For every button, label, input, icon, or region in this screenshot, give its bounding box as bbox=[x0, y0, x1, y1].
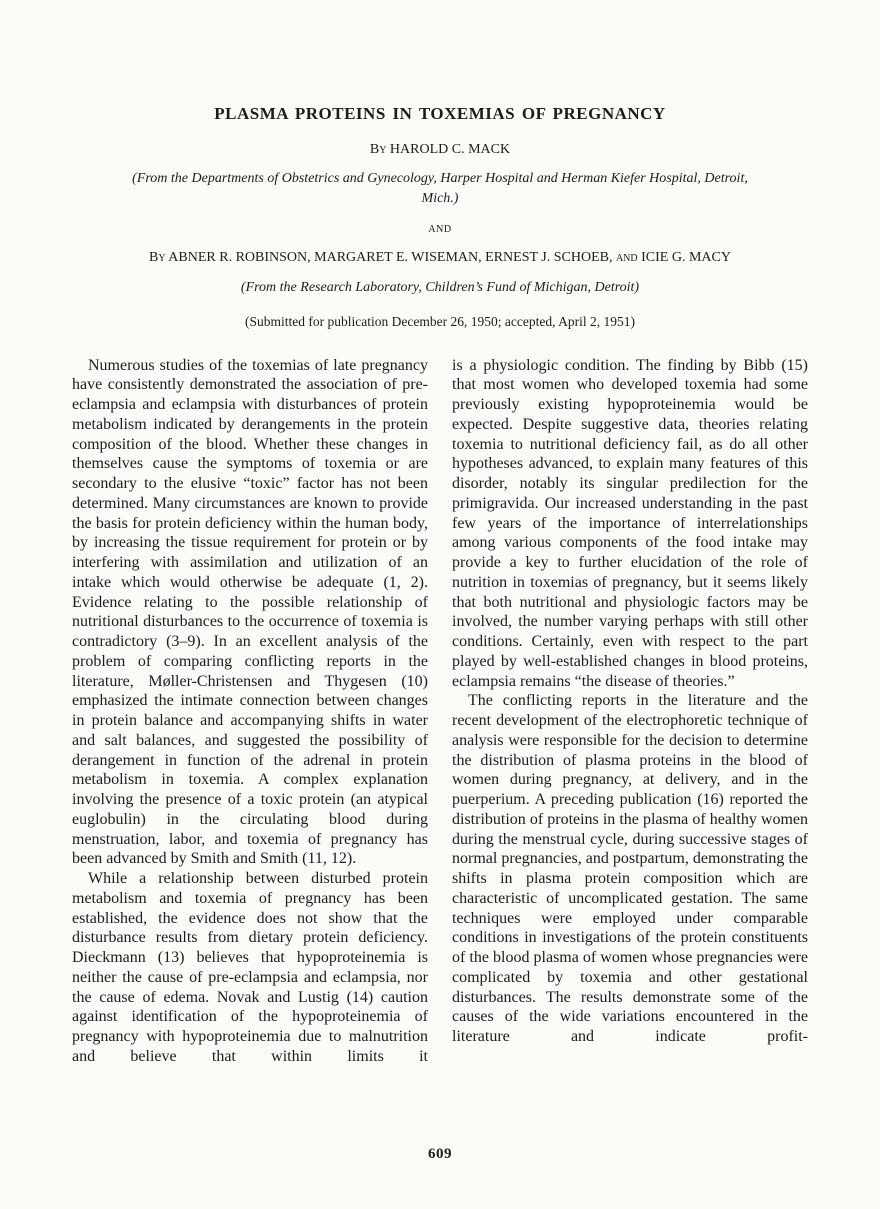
left-column bbox=[72, 356, 428, 1148]
paragraph-relationship: While a relationship between disturbed protein metabolism and toxemia of pregnancy has been established, the evidence does not show that the disturbance results from dietary protein deficiency. Dieckmann (13) believes that hypoproteinemia is neither the cause of pre-eclampsia and eclampsia, nor the cause of edema. Novak and Lustig (14) caution against identification of the hypoproteinemia of pregnancy with hypoproteinemia due to malnutrition and believe that within limits it bbox=[72, 870, 428, 1065]
and-separator: AND bbox=[428, 224, 452, 236]
byline-primary: By HAROLD C. MACK bbox=[369, 142, 511, 157]
paragraph-conflicting-reports: The conflicting reports in the literature and the recent development of the electrophoretic technique of analysis were responsible for the decision to determine the distribution of plasma proteins in the blood of women during pregnancy, at delivery, and in the puerperium. A preceding publication (16) reported the distribution of proteins in the plasma of healthy women during the menstrual cycle, during successive stages of normal pregnancies, and postpartum, demonstrating the shifts in plasma protein composition which are characteristic of uncomplicated gestation. The same techniques were employed under comparable conditions in investigations of the protein constituents of the blood plasma of women whose pregnancies were complicated by toxemia and other gestational disturbances. The results demonstrate some of the causes of the wide variations encountered in the literature and indicate profit- bbox=[452, 692, 808, 1046]
paper-header bbox=[72, 104, 808, 330]
page-number: 609 bbox=[428, 1146, 452, 1162]
right-column bbox=[452, 356, 808, 1148]
paper-title: PLASMA PROTEINS IN TOXEMIAS OF PREGNANCY bbox=[214, 104, 666, 123]
submission-note: (Submitted for publication December 26, 1950; accepted, April 2, 1951) bbox=[245, 313, 635, 329]
paragraph-intro: Numerous studies of the toxemias of late pregnancy have consistently demonstrated the association of pre-eclampsia and eclampsia with disturbances of protein metabolism indicated by derangements in the protein composition of the blood. Whether these changes in themselves cause the symptoms of toxemia or are secondary to the elusive “toxic” factor has not been determined. Many circumstances are known to provide the basis for protein deficiency within the human body, by increasing the tissue requirement for protein or by interfering with assimilation and utilization of an intake which would otherwise be adequate (1, 2). Evidence relating to the possible relationship of nutritional disturbances to the occurrence of toxemia is contradictory (3–9). In an excellent analysis of the problem of comparing conflicting reports in the literature, Møller-Christensen and Thygesen (10) emphasized the intimate connection between changes in protein balance and accompanying shifts in water and salt balances, and suggested the possibility of derangement in function of the adrenal in protein metabolism in toxemia. A complex explanation involving the presence of a toxic protein (an atypical euglobulin) in the circulating blood during menstruation, labor, and toxemia of pregnancy has been advanced by Smith and Smith (11, 12). bbox=[72, 356, 428, 868]
affiliation-secondary: (From the Research Laboratory, Children’s Fund of Michigan, Detroit) bbox=[240, 280, 640, 296]
paragraph-continuation: is a physiologic condition. The finding by Bibb (15) that most women who developed toxemia had some previously existing hypoproteinemia would be expected. Despite suggestive data, theories relating toxemia to nutritional deficiency fail, as do all other hypotheses advanced, to explain many features of this disorder, notably its singular predilection for the primigravida. Our increased understanding in the past few years of the importance of interrelationships among various components of the food intake may provide a key to further elucidation of the role of nutrition in toxemias of pregnancy, but it seems likely that both nutritional and physiologic factors may be involved, the number varying perhaps with still other conditions. Certainly, even with respect to the part played by well-established changes in blood proteins, eclampsia remains “the disease of theories.” bbox=[452, 356, 808, 690]
two-column-body bbox=[72, 356, 808, 1148]
byline-secondary: By ABNER R. ROBINSON, MARGARET E. WISEMAN, ERNEST J. SCHOEB, and ICIE G. MACY bbox=[149, 250, 731, 266]
affiliation-primary: (From the Departments of Obstetrics and Gynecology, Harper Hospital and Herman Kiefer Hospital, Detroit, Mich.) bbox=[132, 171, 748, 206]
